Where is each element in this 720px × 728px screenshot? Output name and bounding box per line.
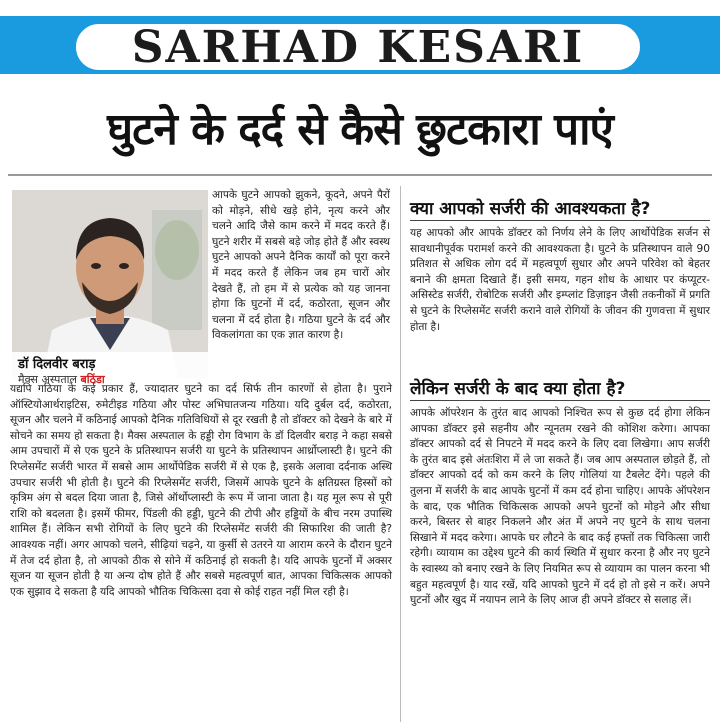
left-column-intro (212, 188, 390, 344)
section-heading-surgery-need: क्या आपको सर्जरी की आवश्यकता है? (410, 198, 710, 221)
masthead (0, 0, 720, 96)
right-column-para-1 (410, 226, 710, 335)
section-heading-after-surgery: लेकिन सर्जरी के बाद क्या होता है? (410, 378, 710, 401)
column-separator (400, 186, 401, 722)
caption-city: बठिंडा (80, 373, 105, 386)
caption-role-text: मैक्स अस्पताल (18, 373, 77, 386)
body-paragraph: यद्यपि गठिया के कई प्रकार हैं, ज्यादातर घुटने का दर्द सिर्फ तीन कारणों से होता है। पुराने ऑस्टियोआर्थराइटिस, रुमेटीइड गठिया और पोस्ट अभिघातजन्य गठिया। यदि दुर्बल दर्द, कठोरता, सूजन और चलने में कठिनाई आपको दैनिक गतिविधियों से दूर रखती है तो डॉक्टर को देखने के बारे में सोचने का समय हो सकता है। मैक्स अस्पताल के हड्डी रोग विभाग के डॉ दिलवीर बराड़ ने कहा सबसे आम उपचारों में से एक घुटने के प्रतिस्थापन सर्जरी या घुटने के प्रतिस्थापन आर्थ्रोप्लास्टी है। घुटने की रिप्लेसमेंट सर्जरी भारत में सबसे आम आर्थोपेडिक सर्जरी में से एक है, इसके अलावा दर्दनाक अस्थि उपचार सर्जरी भी होती है। घुटने की रिप्लेसमेंट सर्जरी, जिसमें आपके घुटने के क्षतिग्रस्त हिस्सों को कृत्रिम अंग से बदल दिया जाता है, जिसे ऑर्थोप्लास्टी के रूप में जाना जाता है। यह मूल रूप से पूरी राशि को बदलता है। इसमें फीमर, पिंडली की हड्डी, घुटने की टोपी और हड्डियों के बीच नरम उपास्थि शामिल हैं। लेकिन सभी रोगियों के लिए घुटने की रिप्लेसमेंट सर्जरी की सिफारिश की जाती है? आवश्यक नहीं। अगर आपको चलने, सीढ़ियां चढ़ने, या कुर्सी से उतरने या आराम करने के दौरान घुटने में तेज दर्द होता है, तो आपको ठीक से सोने में कठिनाई हो सकती है। यदि आपके घुटनों में अक्सर सूजन या सूजन होती है या अन्य दोष होते हैं और सबसे महत्वपूर्ण बात, आपका चिकित्सक आपको एक सुझाव दे सकता है यदि आपको भौतिक चिकित्सा दवा से कोई राहत नहीं मिल रही है। (10, 383, 392, 598)
right-column-para-2 (410, 406, 710, 609)
left-column-body (10, 382, 392, 600)
photo-caption-name: डॉ दिलवीर बराड़ (18, 357, 96, 372)
headline-divider (8, 174, 712, 176)
doctor-portrait-image (12, 190, 208, 378)
intro-paragraph: आपके घुटने आपको झुकने, कूदने, अपने पैरों को मोड़ने, सीधे खड़े होने, नृत्य करने और चलने आदि जैसे काम करने में मदद करते हैं। घुटने शरीर में सबसे बड़े जोड़ होते हैं और स्वस्थ घुटने आपको अपने दैनिक कार्यों को पूरा करने में मदद करते हैं लेकिन जब हम चारों ओर देखते हैं, तो हम में से प्रत्येक को यह जानना होगा कि घुटनों में दर्द, कठोरता, सूजन और चलना में दर्द होता है। गठिया घुटने के दर्द और विकलांगता का एक ज्ञात कारण है। (212, 189, 390, 342)
after-surgery-paragraph: आपके ऑपरेशन के तुरंत बाद आपको निश्चित रूप से कुछ दर्द होगा लेकिन आपका डॉक्टर इसे सहनीय और न्यूनतम रखने की कोशिश करेगा। आपका डॉक्टर आपको दर्द से निपटने में मदद करने के लिए दवा लिखेगा। आप सर्जरी के तुरंत बाद इसे अंतःशिरा में ले जा सकते हैं। जब आप अस्पताल छोड़ते हैं, तो डॉक्टर आपको दर्द को कम करने के लिए गोलियां या टैबलेट देंगे। पहले की तुलना में सर्जरी के बाद आपके घुटनों में कम दर्द होना चाहिए। आपके ऑपरेशन के बाद, एक भौतिक चिकित्सक आपको अपने घुटनों को मोड़ने और सीधा करने, बिस्तर से बाहर निकलने और अंत में अपने नए घुटने के साथ चलना सिखाने में मदद करेगा। आपके घर लौटने के बाद कई हफ्तों तक चिकित्सा जारी रहेगी। व्यायाम का उद्देश्य घुटने की कार्य स्थिति में सुधार करना है और नए घुटने के स्वास्थ्य को बनाए रखने के लिए नियमित रूप से व्यायाम का पालन करना भी बहुत महत्वपूर्ण है। याद रखें, यदि आपको घुटने में दर्द हो तो इसे न करें। अपने घुटनों और खुद में नयापन लाने के लिए आज ही अपने डॉक्टर से सलाह लें। (410, 407, 710, 607)
masthead-title: SARHAD KESARI (131, 21, 585, 73)
doctor-photo (12, 190, 208, 378)
masthead-logo (74, 22, 642, 72)
surgery-need-paragraph: यह आपको और आपके डॉक्टर को निर्णय लेने के लिए आर्थोपेडिक सर्जन से सावधानीपूर्वक परामर्श करने की आवश्यकता है। घुटने के प्रतिस्थापन वाले 90 प्रतिशत से अधिक लोग दर्द में महत्वपूर्ण सुधार और अपने परिवेश को बेहतर बनाने की क्षमता दिखाते हैं। इसी समय, गहन शोध के आधार पर कंप्यूटर-असिस्टेड सर्जरी, रोबोटिक सर्जरी और इम्प्लांट डिज़ाइन जैसी तकनीकों में प्रगति से घुटने के रिप्लेसमेंट सर्जरी कराने वाले रोगियों के जीवन की गुणवत्ता में सुधार होता है। (410, 227, 710, 333)
article-headline: घुटने के दर्द से कैसे छुटकारा पाएं (107, 104, 613, 155)
